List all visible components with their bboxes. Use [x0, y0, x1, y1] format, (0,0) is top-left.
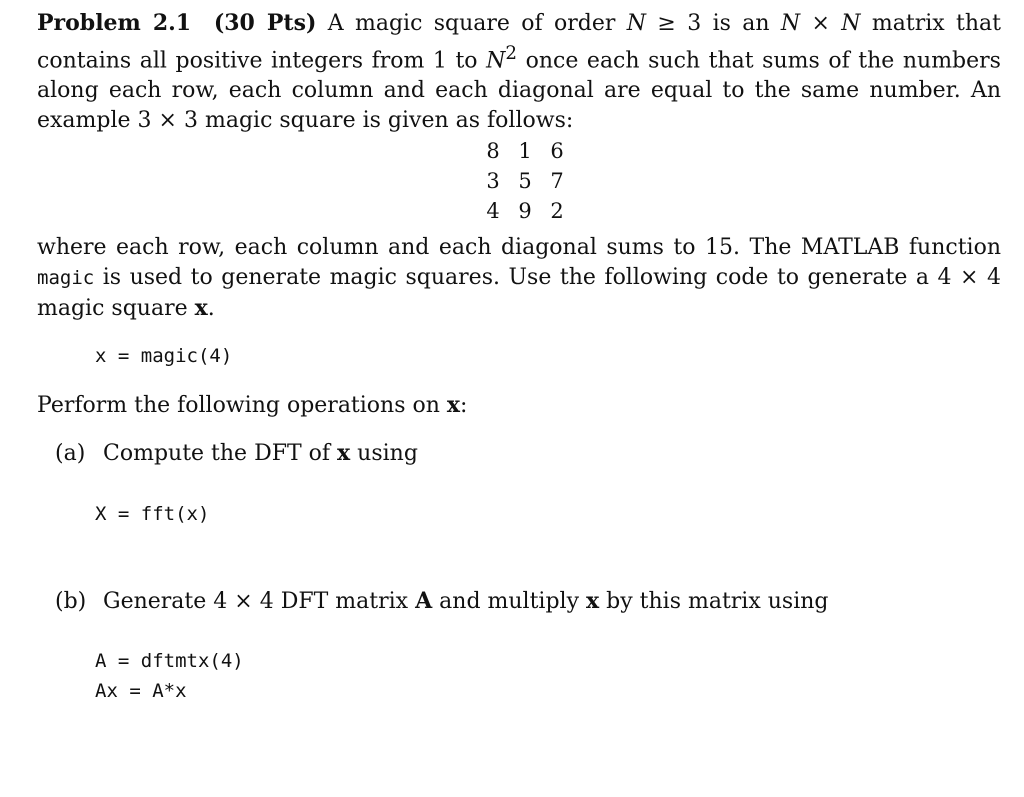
- magic-cell: 2: [550, 199, 564, 223]
- magic-cell: 7: [550, 169, 564, 193]
- part-b: (b) Generate 4 × 4 DFT matrix A and multiply x by this matrix using: [55, 586, 829, 617]
- problem-document: [37, 8, 1002, 702]
- magic-cell: 3: [486, 169, 500, 193]
- code-fft: X = fft(x): [95, 503, 210, 525]
- magic-cell: 8: [486, 139, 500, 163]
- magic-cell: 1: [518, 139, 532, 163]
- magic-cell: 4: [486, 199, 500, 223]
- problem-title: Problem 2.1: [37, 10, 192, 36]
- problem-statement: Problem 2.1 (30 Pts) A magic square of order N ≥ 3 is an N × N matrix that contains all positive integers from 1 to $N^2$ once each such that sums of the numbers along each row, each column and each diagonal are equal to the same number. An example 3 × 3 magic square is given as follows:: [37, 10, 1002, 134]
- code-magic: x = magic(4): [95, 345, 233, 367]
- code-dftmtx: A = dftmtx(4): [95, 650, 244, 672]
- problem-points: (30 Pts): [213, 10, 317, 36]
- magic-description: where each row, each column and each diagonal sums to 15. The MATLAB function magic is used to generate magic squares. Use the following code to generate a 4 × 4 magic square x.: [37, 235, 1002, 321]
- magic-cell: 6: [550, 139, 564, 163]
- magic-square-example: [477, 136, 573, 226]
- magic-cell: 9: [518, 199, 532, 223]
- inline-code-magic: magic: [37, 267, 95, 289]
- perform-instruction: Perform the following operations on x:: [37, 392, 468, 418]
- part-a-label: (a): [55, 441, 86, 466]
- part-b-label: (b): [55, 589, 87, 614]
- code-multiply: Ax = A*x: [95, 680, 187, 702]
- part-a: (a) Compute the DFT of x using: [55, 438, 418, 469]
- magic-cell: 5: [518, 169, 532, 193]
